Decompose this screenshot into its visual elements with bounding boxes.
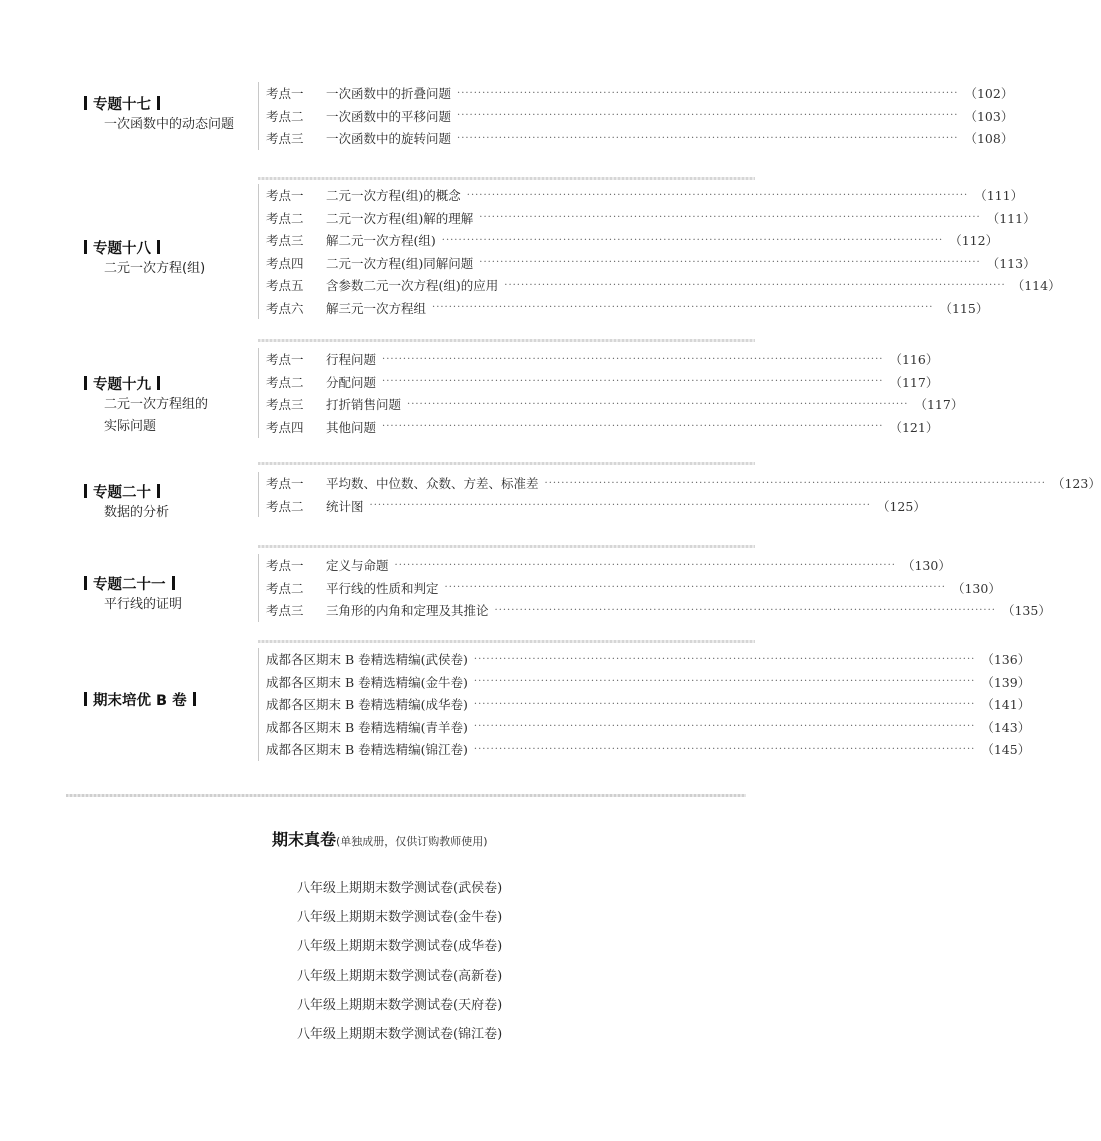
entry-text: 统计图 xyxy=(326,498,364,514)
section-divider xyxy=(66,794,746,797)
page-number: （135） xyxy=(1001,603,1051,619)
entry-text: 二元一次方程(组)的概念 xyxy=(326,188,461,204)
section-title-text: 期末培优 B 卷 xyxy=(93,692,187,709)
entry-text: 一次函数中的平移问题 xyxy=(326,108,452,124)
leader-dots: ························································································································ xyxy=(382,421,884,433)
final-exam-item[interactable]: 八年级上期期末数学测试卷(天府卷) xyxy=(297,997,503,1013)
section-title-text: 专题十九 xyxy=(93,376,151,393)
title-bar-left xyxy=(84,576,87,590)
kaodian-label: 考点四 xyxy=(266,419,304,435)
page-number: （114） xyxy=(1011,278,1061,294)
page-number: （112） xyxy=(949,233,999,249)
section-label xyxy=(84,372,208,438)
final-exam-item[interactable]: 八年级上期期末数学测试卷(锦江卷) xyxy=(297,1026,503,1042)
kaodian-label: 考点一 xyxy=(266,352,304,368)
section-title-text: 专题二十一 xyxy=(93,576,166,593)
entry-text: 一次函数中的折叠问题 xyxy=(326,86,452,102)
section-separator xyxy=(258,177,755,180)
toc-entry[interactable] xyxy=(266,348,939,371)
toc-entry[interactable] xyxy=(266,716,1031,739)
entry-text: 解三元一次方程组 xyxy=(326,300,427,316)
title-bar-left xyxy=(84,692,87,706)
title-bar-right xyxy=(157,376,160,390)
toc-entry[interactable] xyxy=(266,648,1031,671)
section-subtitle: 二元一次方程组的 xyxy=(104,397,209,412)
entry-text: 成都各区期末 B 卷精选精编(锦江卷) xyxy=(266,742,468,758)
section-separator xyxy=(258,640,755,643)
section-items xyxy=(258,472,1101,517)
title-bar-right xyxy=(157,240,160,254)
toc-entry[interactable] xyxy=(266,577,1001,600)
kaodian-label: 考点三 xyxy=(266,131,304,147)
page-number: （102） xyxy=(964,86,1014,102)
title-bar-left xyxy=(84,240,87,254)
kaodian-label: 考点二 xyxy=(266,108,304,124)
kaodian-label: 考点二 xyxy=(266,374,304,390)
page-number: （141） xyxy=(981,697,1031,713)
section-subtitle: 数据的分析 xyxy=(104,505,170,520)
toc-entry[interactable] xyxy=(266,416,939,439)
page-number: （123） xyxy=(1051,476,1101,492)
entry-text: 行程问题 xyxy=(326,352,377,368)
entry-text: 一次函数中的旋转问题 xyxy=(326,131,452,147)
leader-dots: ························································································································ xyxy=(457,132,959,144)
entry-text: 成都各区期末 B 卷精选精编(青羊卷) xyxy=(266,719,468,735)
title-bar-right xyxy=(157,96,160,110)
leader-dots: ························································································································ xyxy=(457,110,959,122)
kaodian-label: 考点五 xyxy=(266,278,304,294)
section-separator xyxy=(258,545,755,548)
title-bar-right xyxy=(157,484,160,498)
leader-dots: ························································································································ xyxy=(382,353,884,365)
leader-dots: ························································································································ xyxy=(369,500,871,512)
section-title-text: 专题十七 xyxy=(93,96,151,113)
entry-text: 成都各区期末 B 卷精选精编(武侯卷) xyxy=(266,652,468,668)
entry-text: 分配问题 xyxy=(326,374,377,390)
page-number: （143） xyxy=(981,719,1031,735)
toc-entry[interactable] xyxy=(266,599,1051,622)
entry-text: 二元一次方程(组)同解问题 xyxy=(326,255,474,271)
toc-entry[interactable] xyxy=(266,371,939,394)
section-label xyxy=(84,236,205,280)
section-items xyxy=(258,82,1014,150)
leader-dots: ························································································································ xyxy=(504,279,1006,291)
entry-text: 平行线的性质和判定 xyxy=(326,580,439,596)
page-number: （115） xyxy=(939,300,989,316)
page-number: （139） xyxy=(981,674,1031,690)
toc-entry[interactable] xyxy=(266,671,1031,694)
leader-dots: ························································································································ xyxy=(466,189,969,201)
leader-dots: ························································································································ xyxy=(473,653,976,665)
section-subtitle: 一次函数中的动态问题 xyxy=(104,117,235,132)
kaodian-label: 考点一 xyxy=(266,558,304,574)
entry-text: 解二元一次方程(组) xyxy=(326,233,436,249)
leader-dots: ························································································································ xyxy=(441,234,944,246)
section-items xyxy=(258,184,1061,319)
section-title xyxy=(84,92,234,114)
section-subtitle: 平行线的证明 xyxy=(104,597,183,612)
page-number: （108） xyxy=(964,131,1014,147)
final-exam-item[interactable]: 八年级上期期末数学测试卷(高新卷) xyxy=(297,968,503,984)
section-label xyxy=(84,688,202,710)
title-bar-right xyxy=(193,692,196,706)
leader-dots: ························································································································ xyxy=(382,376,884,388)
leader-dots: ························································································································ xyxy=(432,302,934,314)
entry-text: 其他问题 xyxy=(326,419,377,435)
kaodian-label: 考点三 xyxy=(266,603,304,619)
leader-dots: ························································································································ xyxy=(473,743,976,755)
section-title xyxy=(84,688,202,710)
leader-dots: ························································································································ xyxy=(473,721,976,733)
kaodian-label: 考点六 xyxy=(266,300,304,316)
final-exams-note: (单独成册，仅供订购教师使用) xyxy=(336,835,488,848)
leader-dots: ························································································································ xyxy=(407,398,909,410)
section-title xyxy=(84,572,182,594)
page-number: （111） xyxy=(986,210,1036,226)
leader-dots: ························································································································ xyxy=(494,604,996,616)
section-label xyxy=(84,572,182,616)
page-number: （111） xyxy=(974,188,1024,204)
kaodian-label: 考点一 xyxy=(266,86,304,102)
leader-dots: ························································································································ xyxy=(479,257,981,269)
toc-entry[interactable] xyxy=(266,274,1061,297)
entry-text: 平均数、中位数、众数、方差、标准差 xyxy=(326,476,539,492)
section-items xyxy=(258,648,1031,761)
section-items xyxy=(258,554,1051,622)
title-bar-right xyxy=(172,576,175,590)
kaodian-label: 考点二 xyxy=(266,210,304,226)
entry-text: 二元一次方程(组)解的理解 xyxy=(326,210,474,226)
final-exam-item[interactable]: 八年级上期期末数学测试卷(武侯卷) xyxy=(297,881,503,896)
entry-text: 定义与命题 xyxy=(326,558,389,574)
page-number: （116） xyxy=(889,352,939,368)
entry-text: 成都各区期末 B 卷精选精编(金牛卷) xyxy=(266,674,468,690)
section-title xyxy=(84,480,169,502)
page-number: （113） xyxy=(986,255,1036,271)
leader-dots: ························································································································ xyxy=(473,698,976,710)
toc-entry[interactable] xyxy=(266,693,1031,716)
toc-entry[interactable] xyxy=(266,393,964,416)
page-number: （130） xyxy=(901,558,951,574)
leader-dots: ························································································································ xyxy=(473,676,976,688)
section-label xyxy=(84,480,169,524)
final-exams-title: 期末真卷 xyxy=(272,830,337,849)
section-title-text: 专题二十 xyxy=(93,484,151,501)
kaodian-label: 考点四 xyxy=(266,255,304,271)
leader-dots: ························································································································ xyxy=(444,582,946,594)
section-title xyxy=(84,236,205,258)
page-number: （136） xyxy=(981,652,1031,668)
final-exams-heading xyxy=(272,827,488,850)
section-separator xyxy=(258,339,755,342)
toc-entry[interactable] xyxy=(266,297,989,320)
toc-entry[interactable] xyxy=(266,472,1101,495)
toc-entry[interactable] xyxy=(266,105,1014,128)
entry-text: 含参数二元一次方程(组)的应用 xyxy=(326,278,499,294)
entry-text: 三角形的内角和定理及其推论 xyxy=(326,603,489,619)
toc-entry[interactable] xyxy=(266,495,926,518)
page-number: （117） xyxy=(914,397,964,413)
section-title-text: 专题十八 xyxy=(93,240,151,257)
section-separator xyxy=(258,462,755,465)
kaodian-label: 考点一 xyxy=(266,476,304,492)
leader-dots: ························································································································ xyxy=(544,477,1046,489)
toc-entry[interactable] xyxy=(266,184,1024,207)
page-number: （130） xyxy=(951,580,1001,596)
kaodian-label: 考点二 xyxy=(266,580,304,596)
page-number: （117） xyxy=(889,374,939,390)
section-label xyxy=(84,92,234,136)
kaodian-label: 考点一 xyxy=(266,188,304,204)
page-number: （125） xyxy=(876,498,926,514)
page-number: （103） xyxy=(964,108,1014,124)
kaodian-label: 考点二 xyxy=(266,498,304,514)
title-bar-left xyxy=(84,376,87,390)
title-bar-left xyxy=(84,484,87,498)
page-number: （145） xyxy=(981,742,1031,758)
final-exam-item[interactable]: 八年级上期期末数学测试卷(金牛卷) xyxy=(297,910,503,926)
toc-entry[interactable] xyxy=(266,127,1014,150)
toc-entry[interactable] xyxy=(266,252,1036,275)
leader-dots: ························································································································ xyxy=(479,212,981,224)
title-bar-left xyxy=(84,96,87,110)
kaodian-label: 考点三 xyxy=(266,233,304,249)
section-title xyxy=(84,372,208,394)
final-exams-list xyxy=(297,874,502,1049)
leader-dots: ························································································································ xyxy=(394,559,896,571)
final-exam-item[interactable]: 八年级上期期末数学测试卷(成华卷) xyxy=(297,939,503,955)
page-number: （121） xyxy=(889,419,939,435)
toc-entry[interactable] xyxy=(266,82,1014,105)
toc-entry[interactable] xyxy=(266,554,951,577)
toc-entry[interactable] xyxy=(266,738,1031,761)
entry-text: 打折销售问题 xyxy=(326,397,402,413)
section-items xyxy=(258,348,964,438)
leader-dots: ························································································································ xyxy=(457,87,959,99)
toc-entry[interactable] xyxy=(266,229,999,252)
section-subtitle: 实际问题 xyxy=(104,419,157,434)
entry-text: 成都各区期末 B 卷精选精编(成华卷) xyxy=(266,697,468,713)
toc-entry[interactable] xyxy=(266,207,1036,230)
section-subtitle: 二元一次方程(组) xyxy=(104,261,206,276)
kaodian-label: 考点三 xyxy=(266,397,304,413)
